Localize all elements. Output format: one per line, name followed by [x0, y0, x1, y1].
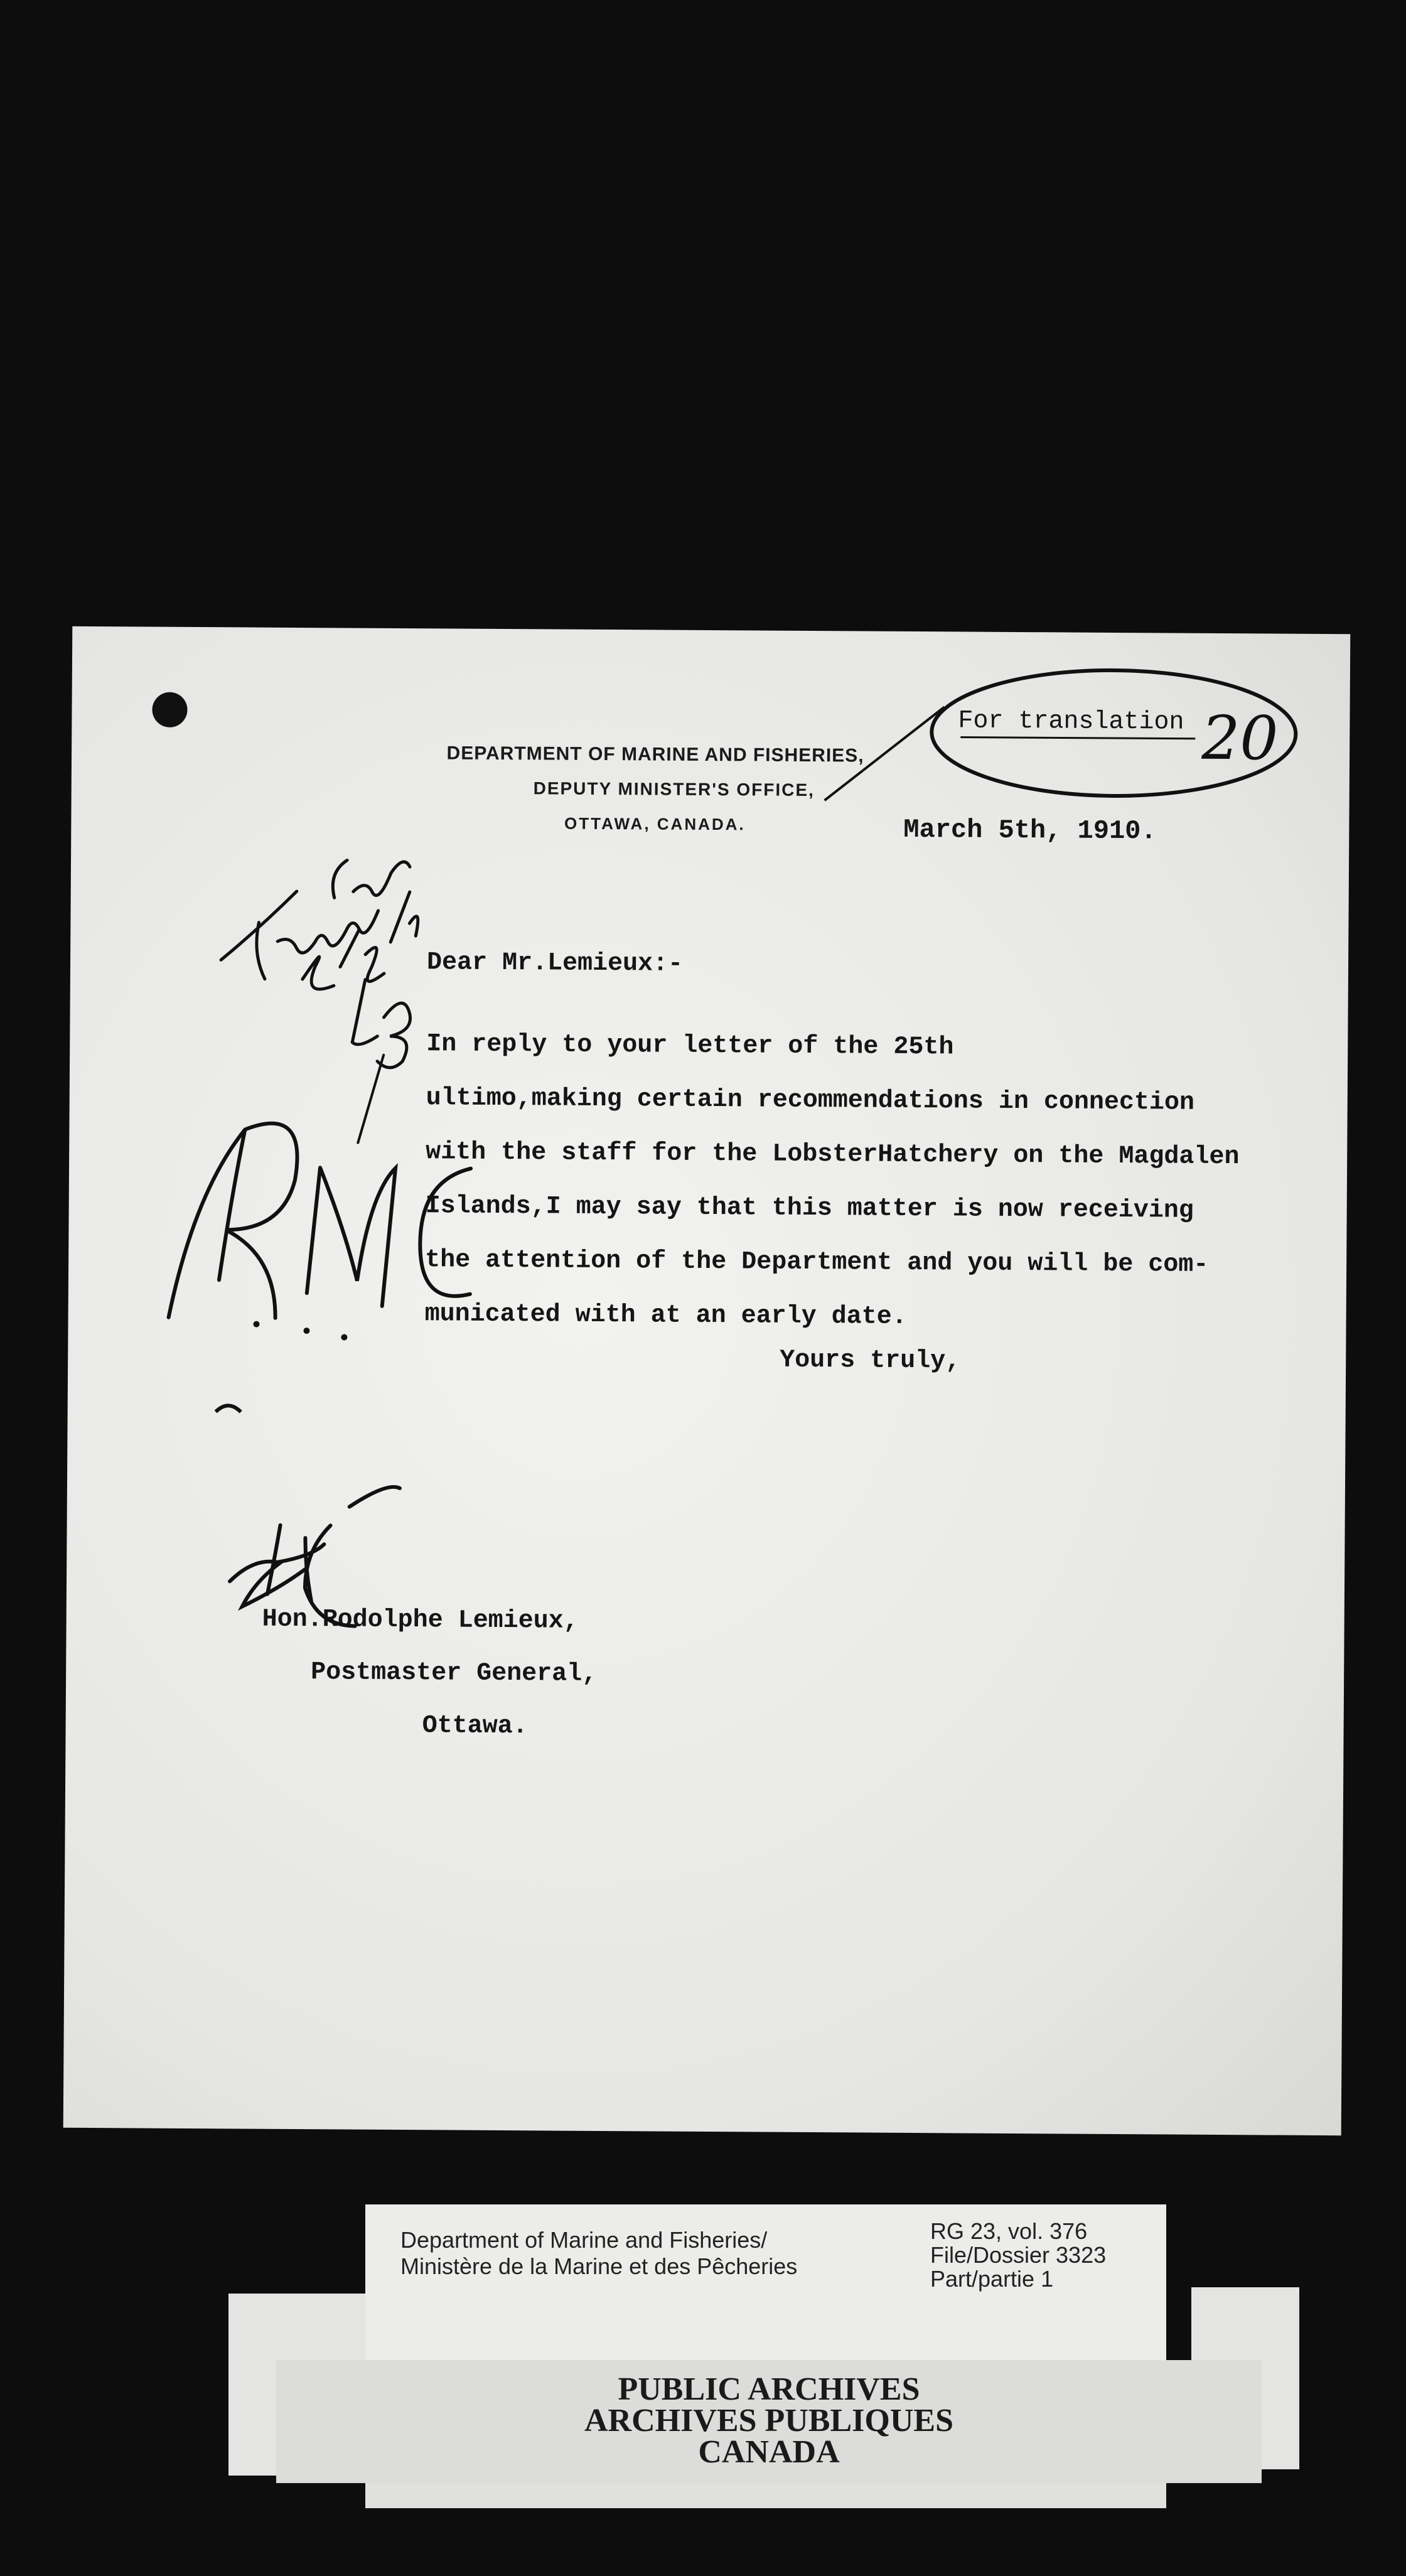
label-bottom-strip: [365, 2483, 1166, 2508]
translation-stamp-text: For translation: [958, 707, 1184, 737]
archive-reference: [930, 2219, 1106, 2291]
department-en: Department of Marine and Fisheries/: [400, 2227, 768, 2253]
archive-band: [276, 2360, 1262, 2483]
recipient-title: Postmaster General,: [311, 1658, 598, 1688]
recipient-name: Hon.Rodolphe Lemieux,: [262, 1605, 579, 1636]
letter-body: In reply to your letter of the 25th ultimo,making certain recommendations in connection with the staff for the LobsterHatchery on the Magdalen Islands,I may say that this matter is now receiving the attention of the Department and you will be com- municated with at an early date.: [424, 1030, 1240, 1331]
rmc-initials: [168, 1123, 471, 1414]
translated-note: [220, 859, 418, 1143]
recipient-city: Ottawa.: [422, 1712, 528, 1741]
closing: Yours truly,: [780, 1346, 961, 1376]
record-group: RG 23, vol. 376: [930, 2218, 1088, 2244]
part-number: Part/partie 1: [930, 2266, 1054, 2292]
stamp-tail-line: [825, 706, 945, 801]
file-number: File/Dossier 3323: [930, 2242, 1107, 2268]
department-fr: Ministère de la Marine et des Pêcheries: [400, 2253, 798, 2279]
archives-country: CANADA: [698, 2434, 840, 2470]
salutation: Dear Mr.Lemieux:-: [426, 948, 684, 979]
archive-title: [276, 2371, 1262, 2470]
letterhead-department: DEPARTMENT OF MARINE AND FISHERIES,: [446, 743, 864, 766]
stamp-underline: [960, 737, 1195, 738]
letterhead-city: OTTAWA, CANADA.: [564, 813, 746, 834]
signature-initials: [230, 1486, 400, 1626]
letter-page: [63, 626, 1351, 2135]
archive-department: [400, 2227, 797, 2280]
stamp-number: 20: [1201, 702, 1279, 774]
handwriting-layer: [63, 626, 1351, 2135]
archives-en: PUBLIC ARCHIVES: [618, 2371, 920, 2407]
letterhead-office: DEPUTY MINISTER'S OFFICE,: [533, 778, 815, 800]
archives-fr: ARCHIVES PUBLIQUES: [584, 2403, 954, 2439]
letter-date: March 5th, 1910.: [903, 814, 1157, 847]
